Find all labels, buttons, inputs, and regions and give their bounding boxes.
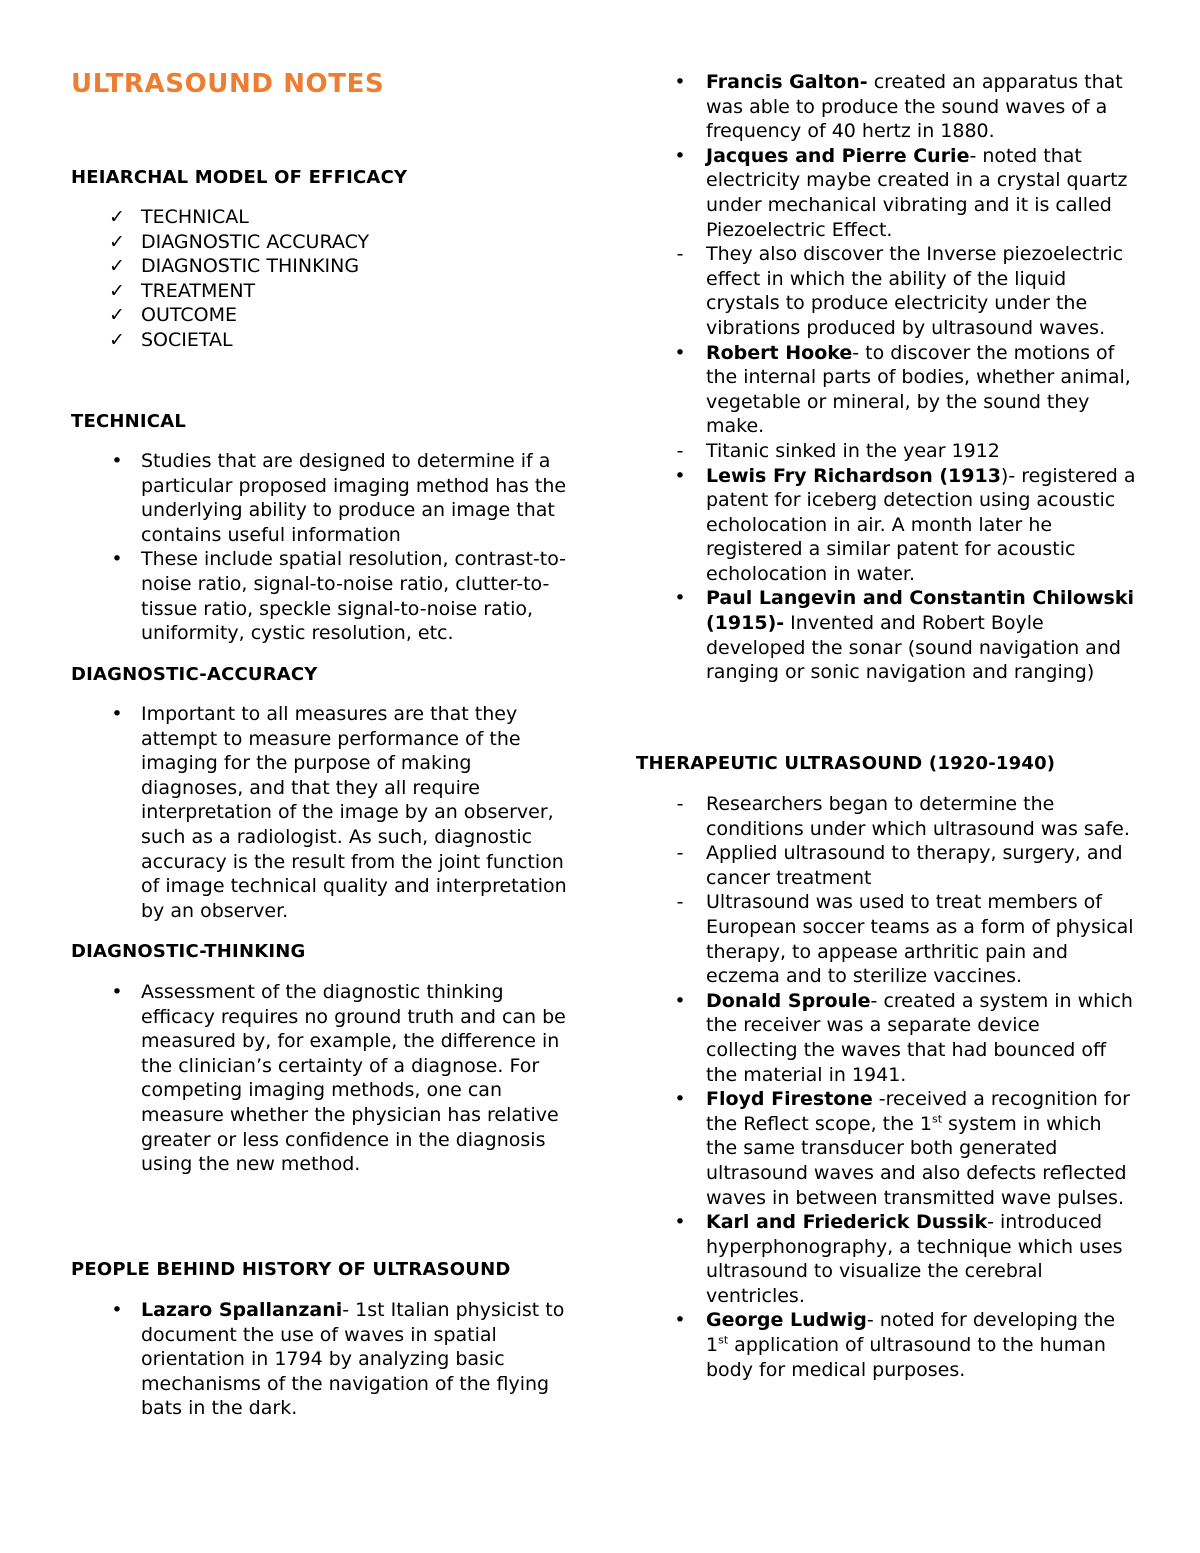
- bullet-icon: •: [674, 1211, 686, 1234]
- list-item: • Jacques and Pierre Curie- noted that electricity maybe created in a crystal quartz under mechanical vibrating and it is called Piezoelectric Effect.: [636, 144, 1136, 242]
- check-icon: ✓: [109, 279, 125, 302]
- list-item: • Karl and Friederick Dussik- introduced hyperphonography, a technique which uses ultrasound to visualize the cerebral ventricles.: [636, 1210, 1136, 1308]
- bullet-icon: •: [111, 1299, 123, 1321]
- dash-icon: -: [676, 243, 684, 266]
- list-item: • Robert Hooke- to discover the motions of the internal parts of bodies, whether animal, vegetable or mineral, by the sound they make.: [636, 341, 1136, 439]
- list-item: - Applied ultrasound to therapy, surgery, and cancer treatment: [636, 841, 1136, 890]
- technical-list: [71, 449, 571, 646]
- list-item: • Francis Galton- created an apparatus that was able to produce the sound waves of a frequency of 40 hertz in 1880.: [636, 70, 1136, 144]
- list-item: ✓ OUTCOME: [71, 303, 369, 328]
- bullet-icon: •: [674, 587, 686, 610]
- diagnostic-thinking-list: [71, 980, 571, 1177]
- check-icon: ✓: [109, 255, 125, 278]
- list-item: - They also discover the Inverse piezoelectric effect in which the ability of the liquid crystals to produce electricity under the vibrations produced by ultrasound waves.: [636, 242, 1136, 340]
- technical-heading: TECHNICAL: [71, 411, 187, 432]
- diagnostic-thinking-heading: DIAGNOSTIC-THINKING: [71, 941, 306, 962]
- model-heading: HEIARCHAL MODEL OF EFFICACY: [71, 167, 408, 188]
- bullet-icon: •: [111, 981, 123, 1003]
- list-item: • Lazaro Spallanzani- 1st Italian physicist to document the use of waves in spatial orientation in 1794 by analyzing basic mechanisms of the navigation of the flying bats in the dark.: [71, 1298, 571, 1421]
- bullet-icon: •: [111, 703, 123, 725]
- list-item: ✓ TECHNICAL: [71, 205, 369, 230]
- list-item: - Titanic sinked in the year 1912: [636, 439, 1136, 464]
- list-item: • These include spatial resolution, contrast-to-noise ratio, signal-to-noise ratio, clutter-to-tissue ratio, speckle signal-to-noise ratio, uniformity, cystic resolution, etc.: [71, 547, 571, 645]
- dash-icon: -: [676, 891, 684, 914]
- list-item: • Lewis Fry Richardson (1913)- registered a patent for iceberg detection using acoustic echolocation in air. A month later he registered a similar patent for acoustic echolocation in water.: [636, 464, 1136, 587]
- bullet-icon: •: [674, 989, 686, 1012]
- bullet-icon: •: [674, 1309, 686, 1332]
- people-heading: PEOPLE BEHIND HISTORY OF ULTRASOUND: [71, 1259, 511, 1280]
- bullet-icon: •: [674, 1088, 686, 1111]
- model-checklist: [71, 205, 369, 353]
- dash-icon: -: [676, 439, 684, 462]
- bullet-icon: •: [674, 71, 686, 93]
- list-item: • Studies that are designed to determine if a particular proposed imaging method has the underlying ability to produce an image that contains useful information: [71, 449, 571, 547]
- check-icon: ✓: [109, 328, 125, 351]
- bullet-icon: •: [674, 144, 686, 167]
- list-item: ✓ SOCIETAL: [71, 328, 369, 353]
- list-item: ✓ TREATMENT: [71, 279, 369, 304]
- bullet-icon: •: [111, 548, 123, 571]
- list-item: - Ultrasound was used to treat members of European soccer teams as a form of physical therapy, to appease arthritic pain and eczema and to sterilize vaccines.: [636, 890, 1136, 988]
- list-item: - Researchers began to determine the conditions under which ultrasound was safe.: [636, 792, 1136, 841]
- therapeutic-heading: THERAPEUTIC ULTRASOUND (1920-1940): [636, 753, 1056, 774]
- list-item: ✓ DIAGNOSTIC THINKING: [71, 254, 369, 279]
- document-title: ULTRASOUND NOTES: [71, 69, 385, 99]
- diagnostic-accuracy-heading: DIAGNOSTIC-ACCURACY: [71, 664, 318, 685]
- therapeutic-list: [636, 792, 1136, 1382]
- bullet-icon: •: [111, 450, 123, 472]
- check-icon: ✓: [109, 230, 125, 253]
- list-item: • Important to all measures are that they attempt to measure performance of the imaging for the purpose of making diagnoses, and that they all require interpretation of the image by an observer, such as a radiologist. As such, diagnostic accuracy is the result from the joint function of image technical quality and interpretation by an observer.: [71, 702, 571, 923]
- list-item: • Floyd Firestone -received a recognition for the Reflect scope, the 1st system in which the same transducer both generated ultrasound waves and also defects reflected waves in between transmitted wave pulses.: [636, 1087, 1136, 1210]
- list-item: • Assessment of the diagnostic thinking efficacy requires no ground truth and can be measured by, for example, the difference in the clinician’s certainty of a diagnose. For competing imaging methods, one can measure whether the physician has relative greater or less confidence in the diagnosis using the new method.: [71, 980, 571, 1177]
- bullet-icon: •: [674, 464, 686, 487]
- bullet-icon: •: [674, 341, 686, 364]
- people-list: [71, 1298, 571, 1421]
- list-item: • George Ludwig- noted for developing the 1st application of ultrasound to the human body for medical purposes.: [636, 1308, 1136, 1382]
- list-item: • Paul Langevin and Constantin Chilowski (1915)- Invented and Robert Boyle developed the sonar (sound navigation and ranging or sonic navigation and ranging): [636, 586, 1136, 684]
- dash-icon: -: [676, 842, 684, 865]
- diagnostic-accuracy-list: [71, 702, 571, 923]
- history-list: [636, 70, 1136, 685]
- check-icon: ✓: [109, 206, 125, 228]
- list-item: ✓ DIAGNOSTIC ACCURACY: [71, 230, 369, 255]
- check-icon: ✓: [109, 304, 125, 327]
- list-item: • Donald Sproule- created a system in which the receiver was a separate device collecting the waves that had bounced off the material in 1941.: [636, 989, 1136, 1087]
- dash-icon: -: [676, 793, 684, 815]
